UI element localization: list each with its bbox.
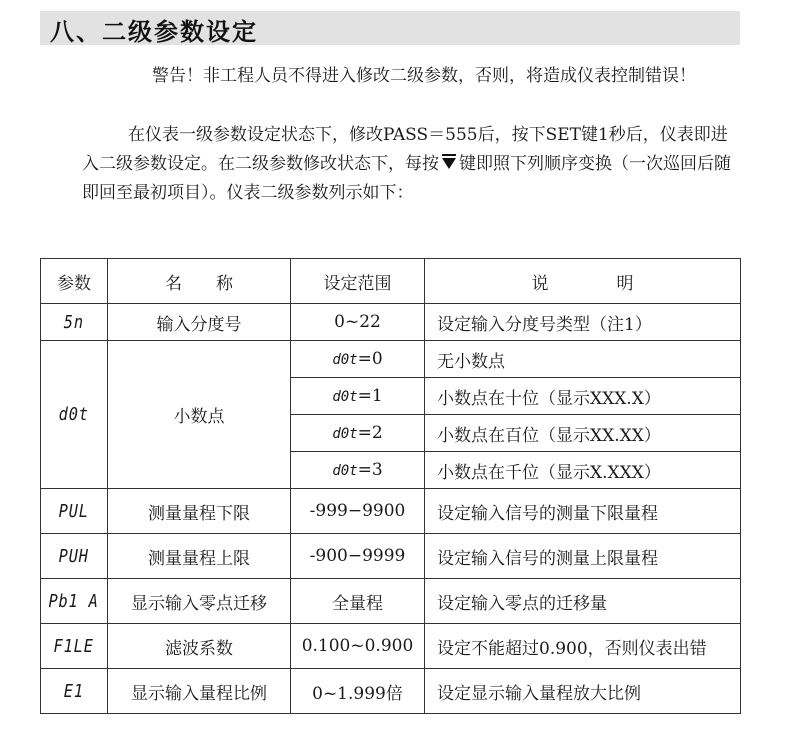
table-row xyxy=(41,489,741,534)
param-desc: 小数点在千位（显示X.XXX） xyxy=(425,452,741,489)
param-range xyxy=(291,452,425,489)
param-code-filt: F1LE xyxy=(53,635,95,657)
param-range: -999−9900 xyxy=(291,489,425,534)
instruction-text-a: 在仪表一级参数设定状态下，修改PASS＝555后，按下SET键1秒后，仪表即进入二级参数设定。在二级参数修改状态下，每按 xyxy=(82,125,728,174)
param-code-puh: PUH xyxy=(58,545,90,567)
instruction-paragraph xyxy=(82,121,732,208)
param-desc: 小数点在百位（显示XX.XX） xyxy=(425,415,741,452)
param-range: -900−9999 xyxy=(291,534,425,579)
param-code-pbia: Pb1 A xyxy=(48,590,100,612)
down-triangle-key-icon xyxy=(442,158,456,169)
dot-code: d0t xyxy=(332,352,358,368)
header-range: 设定范围 xyxy=(291,259,425,304)
param-name: 显示输入量程比例 xyxy=(108,669,291,714)
param-name: 输入分度号 xyxy=(108,304,291,341)
table-row xyxy=(41,669,741,714)
param-code-dot: d0t xyxy=(58,404,90,425)
param-range: 0~1.999倍 xyxy=(291,669,425,714)
param-desc: 设定输入分度号类型（注1） xyxy=(425,304,741,341)
dot-code: d0t xyxy=(332,463,358,479)
header-param: 参数 xyxy=(41,259,108,304)
param-desc: 设定显示输入量程放大比例 xyxy=(425,669,741,714)
warning-paragraph xyxy=(82,62,732,91)
param-range xyxy=(291,378,425,415)
param-range xyxy=(291,341,425,378)
param-code-sn: 5n xyxy=(63,311,85,333)
table-row xyxy=(41,341,741,378)
table-row xyxy=(41,624,741,669)
param-code-pul: PUL xyxy=(58,500,90,522)
param-name: 测量量程上限 xyxy=(108,534,291,579)
dot-value: =1 xyxy=(357,386,383,406)
warning-text: 警告！非工程人员不得进入修改二级参数，否则，将造成仪表控制错误！ xyxy=(152,66,696,86)
param-range: 全量程 xyxy=(291,579,425,624)
param-desc: 设定输入零点的迁移量 xyxy=(425,579,741,624)
param-range: 0.100~0.900 xyxy=(291,624,425,669)
dot-value: =0 xyxy=(357,349,383,369)
param-name: 滤波系数 xyxy=(108,624,291,669)
param-desc: 设定输入信号的测量下限量程 xyxy=(425,489,741,534)
param-desc: 设定输入信号的测量上限量程 xyxy=(425,534,741,579)
param-range xyxy=(291,415,425,452)
table-row xyxy=(41,304,741,341)
param-desc: 设定不能超过0.900，否则仪表出错 xyxy=(425,624,741,669)
param-desc: 小数点在十位（显示XXX.X） xyxy=(425,378,741,415)
table-row xyxy=(41,534,741,579)
table-header-row xyxy=(41,259,741,304)
dot-code: d0t xyxy=(332,389,358,405)
param-name: 小数点 xyxy=(108,341,291,489)
param-name: 测量量程下限 xyxy=(108,489,291,534)
header-name: 名 称 xyxy=(108,259,291,304)
dot-value: =2 xyxy=(357,423,383,443)
instruction-text-b: 键即照下列顺序变换（一次巡回后随即回至最初项目）。仪表二级参数列示如下： xyxy=(82,154,731,203)
table-row xyxy=(41,579,741,624)
dot-value: =3 xyxy=(357,460,383,480)
parameter-table xyxy=(40,258,741,714)
param-code-ki: E1 xyxy=(63,680,85,702)
param-desc: 无小数点 xyxy=(425,341,741,378)
param-range: 0~22 xyxy=(291,304,425,341)
dot-code: d0t xyxy=(332,426,358,442)
param-name: 显示输入零点迁移 xyxy=(108,579,291,624)
header-desc: 说 明 xyxy=(425,259,741,304)
section-title: 八、二级参数设定 xyxy=(50,18,258,46)
